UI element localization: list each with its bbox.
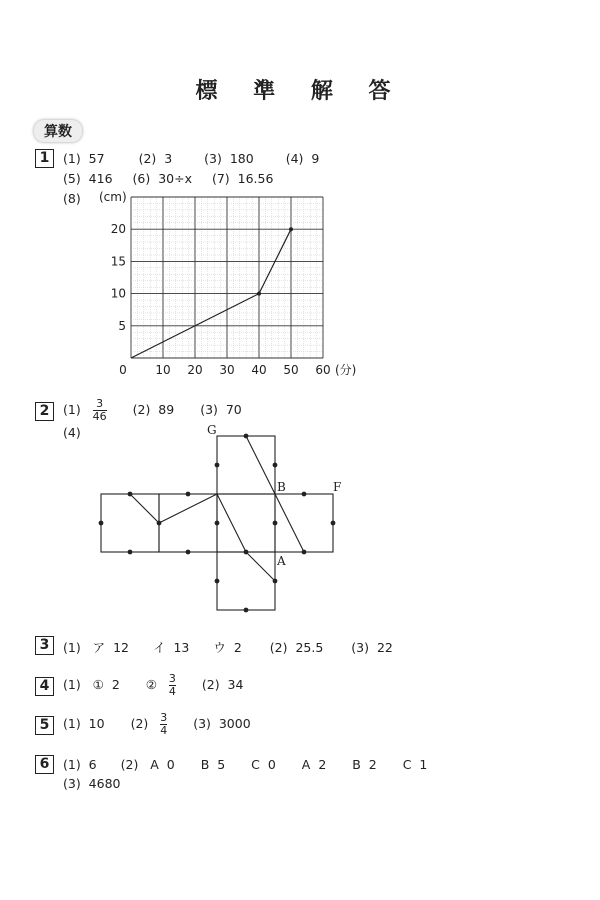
answer-label: (1) [63, 640, 81, 655]
fraction-denominator: 4 [160, 724, 168, 737]
net-point [244, 550, 249, 555]
q4-row [63, 673, 243, 698]
answer-value: 180 [229, 151, 254, 166]
answer-value: 0 [166, 757, 175, 772]
answer-key: A [150, 757, 159, 772]
answer-value: 25.5 [295, 640, 324, 655]
answer-value: 13 [173, 640, 190, 655]
question-number-2: 2 [35, 402, 54, 421]
answer-key: C [251, 757, 260, 772]
fraction-denominator: 4 [168, 685, 176, 698]
answer-label: (4) [63, 425, 81, 440]
fraction-numerator: 3 [96, 397, 104, 410]
q5-row [63, 712, 251, 737]
question-number-4: 4 [35, 677, 54, 696]
x-tick-label: 0 [119, 363, 127, 377]
answer-label: (1) [63, 151, 81, 166]
answer-label: (2) [132, 402, 151, 417]
answer-label: (2) [130, 716, 149, 731]
answer-value: 3000 [218, 716, 251, 731]
answer-key: C [402, 757, 412, 772]
answer-label: (3) [204, 151, 222, 166]
answer-value: 12 [113, 640, 130, 655]
answer-value: 16.56 [237, 171, 274, 186]
answer-key: ウ [213, 640, 226, 655]
net-face [217, 552, 275, 610]
answer-key: B [352, 757, 361, 772]
net-label-g: G [207, 423, 217, 437]
net-point [215, 579, 220, 584]
net-point [215, 521, 220, 526]
net-face [217, 494, 275, 552]
x-tick-label: 20 [187, 363, 203, 377]
x-tick-label: 40 [251, 363, 267, 377]
answer-label: (1) [63, 757, 81, 772]
net-point [157, 521, 162, 526]
answer-value: 3 [164, 151, 173, 166]
net-point [215, 463, 220, 468]
net-face [275, 494, 333, 552]
net-point [99, 521, 104, 526]
answer-label: (4) [285, 151, 304, 166]
answer-key: B [200, 757, 210, 772]
answer-label: (2) [120, 757, 139, 772]
net-point [331, 521, 336, 526]
chart-y-unit: (cm) [99, 190, 127, 204]
answer-label: (1) [63, 716, 81, 731]
answer-label: (1) [63, 677, 81, 692]
answer-label: (1) [63, 402, 81, 417]
net-point [302, 492, 307, 497]
answer-value: 9 [311, 151, 320, 166]
answer-label: (3) [351, 640, 369, 655]
answer-value: 34 [227, 677, 244, 692]
net-point [128, 550, 133, 555]
answer-value: 89 [158, 402, 175, 417]
y-tick-label: 5 [118, 318, 126, 333]
net-point [273, 463, 278, 468]
net-label-a: A [277, 554, 286, 568]
fraction [169, 673, 176, 698]
net-point [128, 492, 133, 497]
answer-value: 30÷x [158, 171, 192, 186]
net-point [244, 434, 249, 439]
answer-label: (3) [193, 716, 211, 731]
answer-value: 2 [233, 640, 242, 655]
subject-badge: 算数 [34, 120, 82, 142]
net-face [217, 436, 275, 494]
x-tick-label: 10 [155, 363, 171, 377]
net-path-segment [130, 494, 159, 523]
answer-label: (2) [201, 677, 220, 692]
answer-value: 0 [267, 757, 276, 772]
question-number-6: 6 [35, 755, 54, 774]
page-title: 標 準 解 答 [195, 78, 405, 104]
net-label-b: B [277, 480, 286, 494]
y-tick-label: 10 [110, 286, 126, 301]
x-tick-label: 30 [219, 363, 235, 377]
answer-label: (3) [63, 776, 81, 791]
question-number-5: 5 [35, 716, 54, 735]
answer-value: 2 [368, 757, 377, 772]
answer-key: A [301, 757, 311, 772]
question-number-1: 1 [35, 149, 54, 168]
answer-value: 2 [318, 757, 327, 772]
answer-label: (3) [200, 402, 218, 417]
net-point [186, 550, 191, 555]
fraction-denominator: 46 [92, 410, 107, 423]
net-face [101, 494, 159, 552]
answer-value: 1 [419, 757, 428, 772]
answer-key: ア [92, 640, 106, 655]
answer-key: イ [153, 640, 166, 655]
net-point [273, 579, 278, 584]
chart-x-unit: (分) [335, 363, 357, 377]
q6-row1 [63, 757, 427, 772]
net-path-segment [159, 494, 217, 523]
answer-label: (7) [211, 171, 230, 186]
answer-value: 5 [217, 757, 226, 772]
x-tick-label: 60 [315, 363, 331, 377]
net-face [159, 494, 217, 552]
answer-label: (6) [132, 171, 151, 186]
answer-value: 416 [88, 171, 113, 186]
answer-value: 10 [88, 716, 105, 731]
fraction [160, 712, 167, 737]
answer-label: (2) [138, 151, 157, 166]
net-point [302, 550, 307, 555]
net-label-f: F [333, 480, 342, 494]
answer-value: 57 [88, 151, 105, 166]
answer-value: 22 [376, 640, 393, 655]
net-point [244, 608, 249, 613]
answer-value: 2 [111, 677, 120, 692]
question-number-3: 3 [35, 636, 54, 655]
answer-label: (2) [269, 640, 288, 655]
answer-key: ① [92, 677, 104, 692]
q3-row [63, 638, 393, 656]
answer-value: 4680 [88, 776, 121, 791]
net-point [273, 521, 278, 526]
net-path-segment [246, 552, 275, 581]
fraction-numerator: 3 [168, 672, 176, 685]
fraction-numerator: 3 [160, 711, 168, 724]
answer-value: 70 [225, 402, 242, 417]
y-tick-label: 15 [110, 254, 126, 269]
net-point [186, 492, 191, 497]
answer-label: (8) [63, 191, 81, 206]
x-tick-label: 50 [283, 363, 299, 377]
y-tick-label: 20 [110, 222, 126, 237]
net-path-segment [217, 494, 246, 552]
q6-row2 [63, 776, 120, 791]
answer-label: (5) [63, 171, 81, 186]
answer-value: 6 [88, 757, 97, 772]
answer-key: ② [145, 677, 157, 692]
